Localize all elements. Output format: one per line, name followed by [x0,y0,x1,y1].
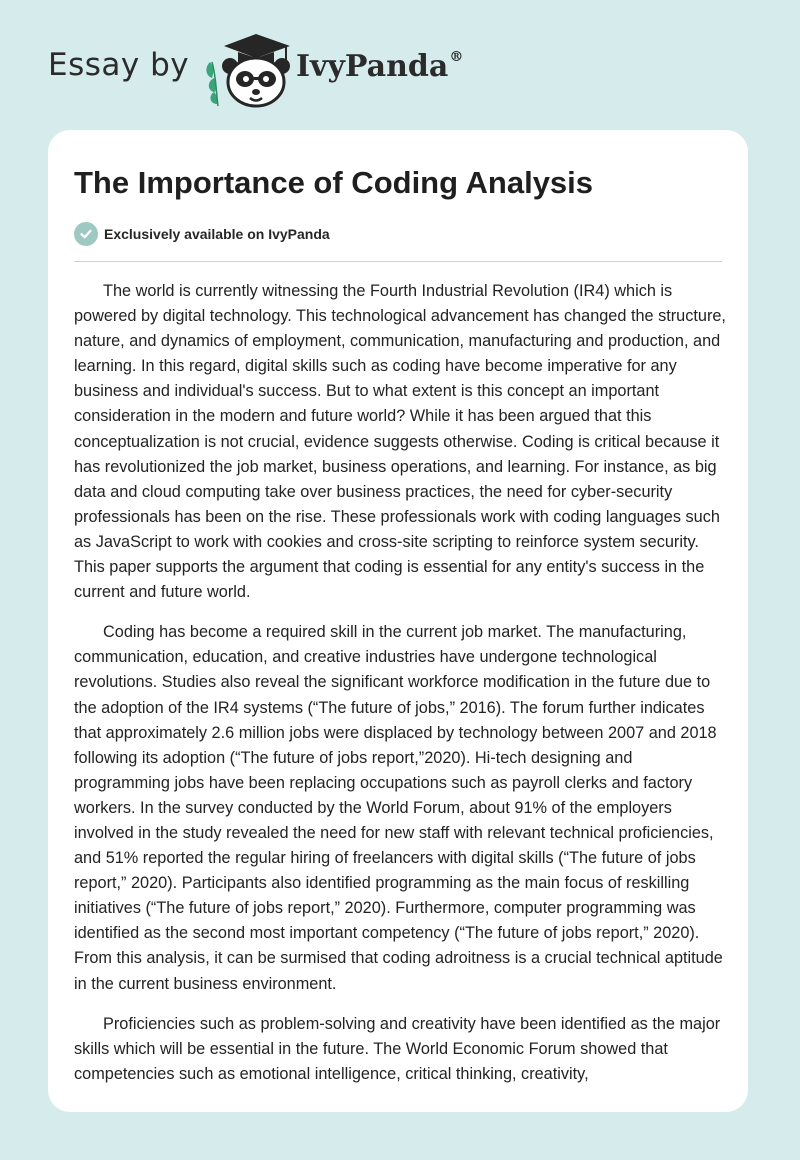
paragraph: Coding has become a required skill in the current job market. The manufacturing, communication, education, and creative industries have undergone technological revolutions. Studies also reveal the significant workforce modification in the future due to the adoption of the IR4 systems (“The future of jobs,” 2016). The forum further indicates that approximately 2.6 million jobs were displaced by technology between 2007 and 2018 following its adoption (“The future of jobs report,”2020). Hi-tech designing and programming jobs have been replacing occupations such as payroll clerks and factory workers. In the survey conducted by the World Forum, about 91% of the employers involved in the study revealed the need for new staff with relevant technical proficiencies, and 51% reported the regular hiring of freelancers with digital skills (“The future of jobs report,” 2020). Participants also identified programming as the main focus of reskilling initiatives (“The future of jobs report,” 2020). Furthermore, computer programming was identified as the second most important competency (“The future of jobs report,” 2020). From this analysis, it can be surmised that coding adroitness is a crucial technical aptitude in the current business environment. [74,623,723,993]
paragraph: The world is currently witnessing the Fourth Industrial Revolution (IR4) which is powered by digital technology. This technological advancement has changed the structure, nature, and dynamics of employment, communication, manufacturing and production, and learning. In this regard, digital skills such as coding have become imperative for any business and individual's success. But to what extent is this concept an important consideration in the modern and future world? While it has been argued that this conceptualization is not crucial, evidence suggests otherwise. Coding is critical because it has revolutionized the job market, business operations, and learning. For instance, as big data and cloud computing take over business practices, the need for cyber-security professionals has been on the rise. These professionals work with coding languages such as JavaScript to work with cookies and cross-site scripting to reinforce system security. This paper supports the argument that coding is essential for any entity's success in the current and future world. [74,282,726,602]
brand-name: IvyPanda [296,49,449,84]
ivypanda-logo-icon[interactable] [200,32,296,110]
exclusive-badge [74,222,330,246]
registered-mark: ® [449,49,464,65]
page-title: The Importance of Coding Analysis [74,165,594,200]
site-header [0,0,800,130]
essay-body [74,279,730,1102]
divider [74,261,722,262]
check-icon [74,222,98,246]
ivypanda-brand[interactable] [296,49,464,84]
badge-text: Exclusively available on IvyPanda [104,226,330,242]
essay-by-label: Essay by [48,47,190,83]
paragraph: Proficiencies such as problem-solving and creativity have been identified as the major skills which will be essential in the future. The World Economic Forum showed that competencies such as emotional intelligence, critical thinking, creativity, [74,1014,721,1083]
essay-card [48,130,748,1112]
